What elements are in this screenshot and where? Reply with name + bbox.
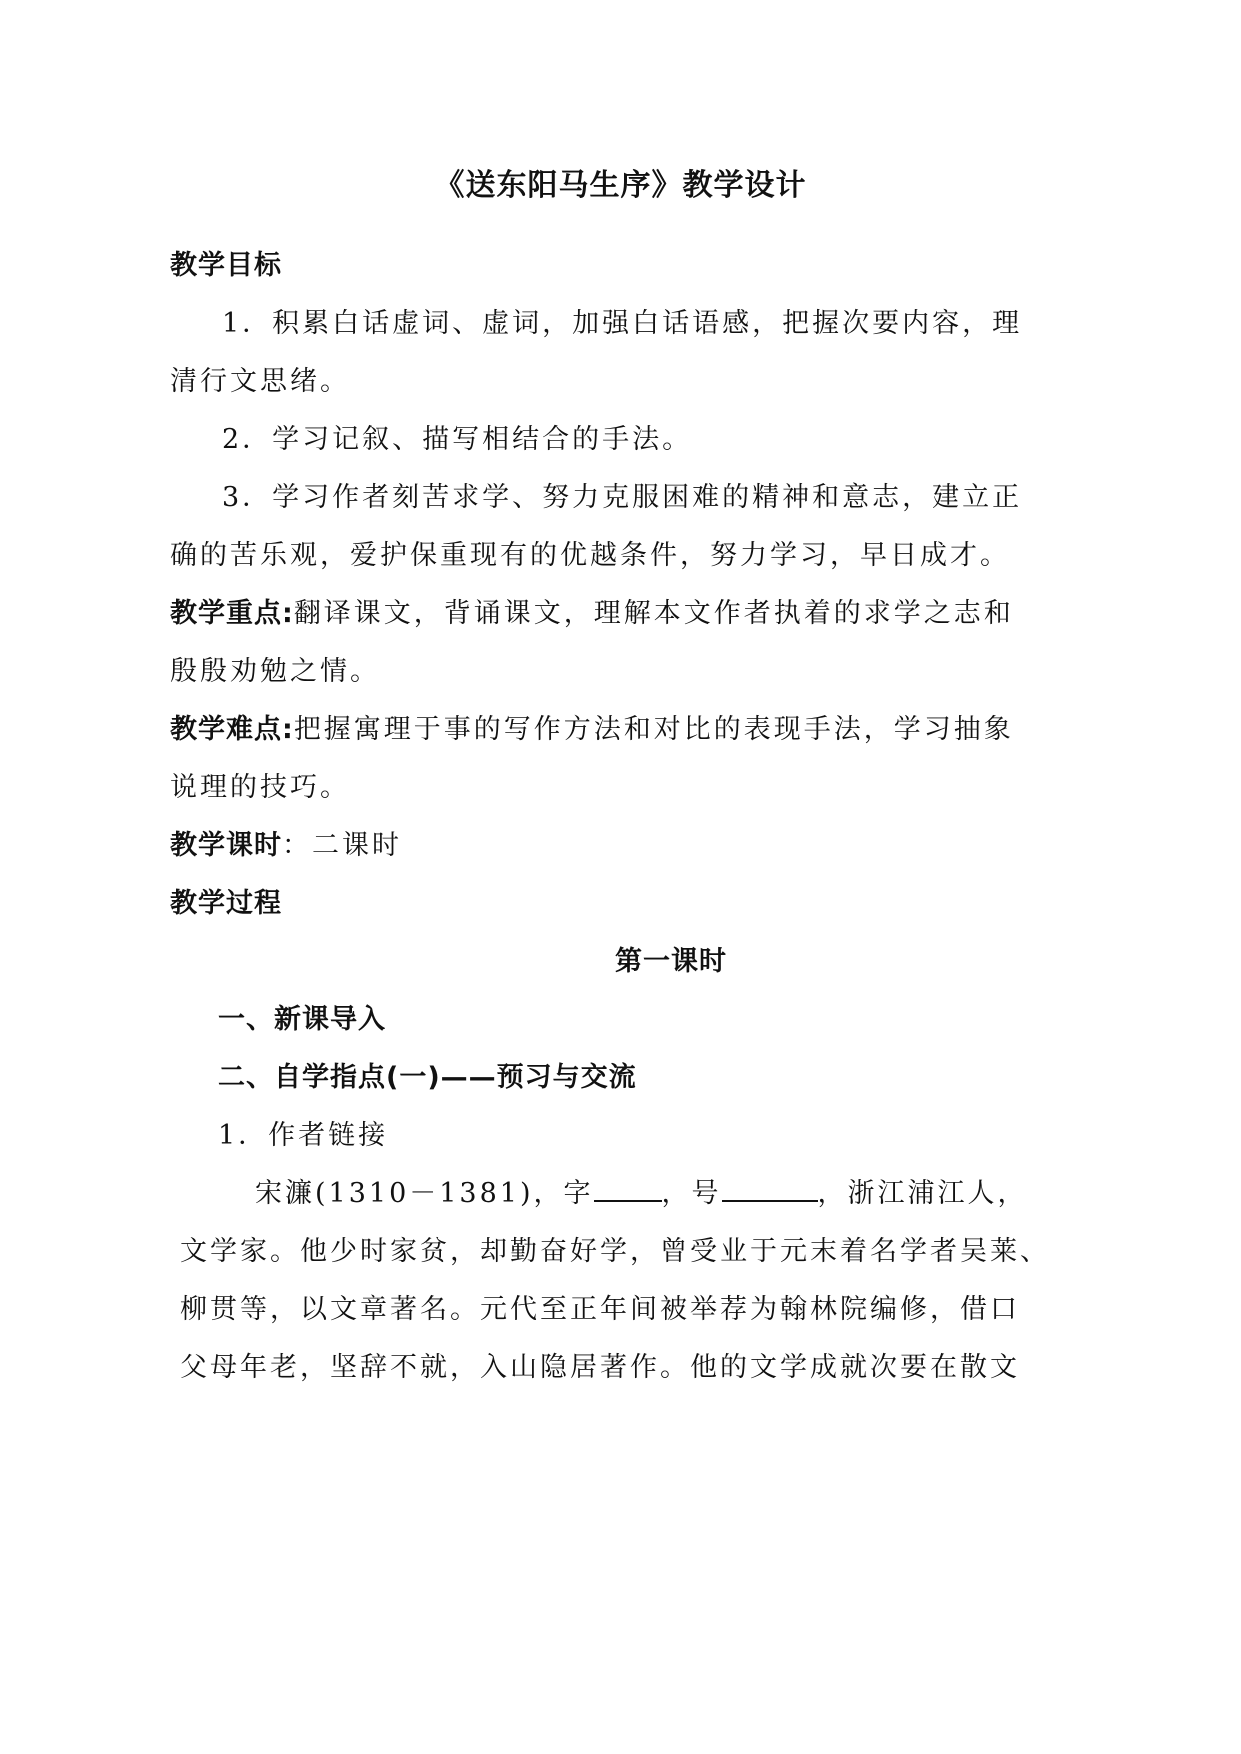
periods-line [170,826,402,866]
periods-text: 二课时 [312,830,402,861]
key-points-line-1 [170,594,1014,634]
fill-blank-courtesy-name [594,1174,662,1202]
objective-1-line-1: 1．积累白话虚词、虚词，加强白话语感，把握次要内容，理 [222,308,1023,339]
bio-line-1 [255,1174,1028,1214]
periods-label: 教学课时 [170,830,282,861]
objective-3-line-2: 确的苦乐观，爱护保重现有的优越条件，努力学习，早日成才。 [170,540,1010,571]
step-2-heading: 二、自学指点(一)——预习与交流 [218,1062,637,1093]
objective-2: 2．学习记叙、描写相结合的手法。 [222,424,693,455]
sub-heading-author-link: 1．作者链接 [218,1120,389,1151]
section-heading-objectives: 教学目标 [170,250,282,281]
bio-line-4: 父母年老，坚辞不就，入山隐居著作。他的文学成就次要在散文 [180,1352,1020,1383]
key-points-text: 翻译课文，背诵课文，理解本文作者执着的求学之志和 [293,598,1014,629]
document-title: 《送东阳马生序》教学设计 [434,168,807,203]
difficulties-line-1 [170,710,1014,750]
key-points-label: 教学重点: [170,598,294,629]
objective-3-line-1: 3．学习作者刻苦求学、努力克服困难的精神和意志，建立正 [222,482,1023,513]
bio-text-2: ，号 [661,1178,722,1209]
key-points-line-2: 殷殷劝勉之情。 [170,656,380,687]
bio-line-3: 柳贯等，以文章著名。元代至正年间被举荐为翰林院编修，借口 [180,1294,1020,1325]
bio-text-1: 宋濂(1310－1381)，字 [255,1178,594,1209]
bio-line-2: 文学家。他少时家贫，却勤奋好学，曾受业于元末着名学者吴莱、 [180,1236,1050,1267]
lesson-title: 第一课时 [615,946,727,977]
difficulties-text: 把握寓理于事的写作方法和对比的表现手法，学习抽象 [293,714,1014,745]
difficulties-label: 教学难点: [170,714,294,745]
objective-1-line-2: 清行文思绪。 [170,366,350,397]
step-1-heading: 一、新课导入 [218,1004,386,1035]
fill-blank-pen-name [722,1174,818,1202]
periods-separator: ： [282,830,312,861]
difficulties-line-2: 说理的技巧。 [170,772,350,803]
section-heading-process: 教学过程 [170,888,282,919]
bio-text-3: ，浙江浦江人， [817,1178,1028,1209]
